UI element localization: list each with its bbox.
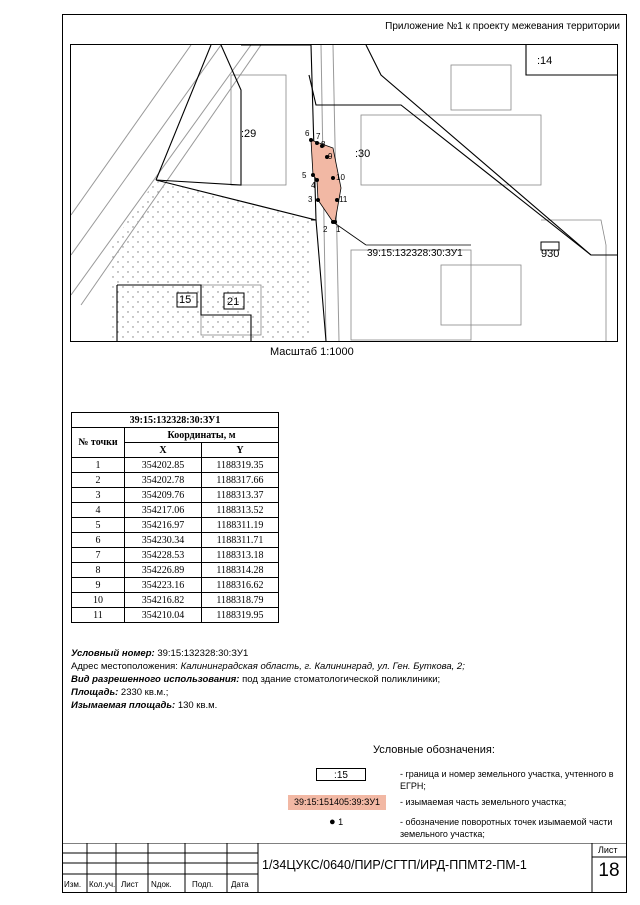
point-label: 11 xyxy=(339,195,348,204)
point-cell: 9 xyxy=(72,578,125,593)
parcel-label-15: 15 xyxy=(179,294,192,306)
point-label: 6 xyxy=(305,129,310,138)
sheet-number: 18 xyxy=(598,860,620,881)
y-cell: 1188314.28 xyxy=(202,563,279,578)
coordinates-body xyxy=(72,458,279,623)
addr-value: Калининградская область, г. Калининград, ул. Ген. Буткова, 2; xyxy=(180,661,465,672)
stamp-header-data: Дата xyxy=(231,880,249,889)
col-y-header: Y xyxy=(202,443,279,458)
parcel-label-21: 21 xyxy=(227,296,240,308)
stamp-header-list: Лист xyxy=(121,880,139,889)
stamp-header-ndok: Nдок. xyxy=(151,880,172,889)
stamp-header-kolvo: Кол.уч. xyxy=(89,880,116,889)
stamp-header-izm: Изм. xyxy=(64,880,82,889)
table-row xyxy=(72,488,279,503)
col-point-header: № точки xyxy=(72,428,125,458)
table-row xyxy=(72,518,279,533)
table-title: 39:15:132328:30:ЗУ1 xyxy=(72,413,279,428)
parcel-label-930: 930 xyxy=(541,248,560,260)
map-drawing xyxy=(71,45,617,341)
point-cell: 5 xyxy=(72,518,125,533)
x-cell: 354226.89 xyxy=(125,563,202,578)
legend-parcel-desc: - граница и номер земельного участка, учтенного в ЕГРН; xyxy=(400,769,614,791)
point-cell: 2 xyxy=(72,473,125,488)
point-label: 3 xyxy=(308,195,313,204)
table-row xyxy=(72,533,279,548)
addr-label: Адрес местоположения: xyxy=(71,661,178,672)
x-cell: 354209.76 xyxy=(125,488,202,503)
col-x-header: X xyxy=(125,443,202,458)
point-cell: 4 xyxy=(72,503,125,518)
x-cell: 354202.78 xyxy=(125,473,202,488)
y-cell: 1188316.62 xyxy=(202,578,279,593)
legend-point: ● 1 xyxy=(329,816,344,828)
x-cell: 354210.04 xyxy=(125,608,202,623)
x-cell: 354228.53 xyxy=(125,548,202,563)
taken-label: Изымаемая площадь: xyxy=(71,700,176,711)
point-cell: 11 xyxy=(72,608,125,623)
legend-taken-swatch: 39:15:151405:39:ЗУ1 xyxy=(288,795,386,810)
legend-point-label: 1 xyxy=(338,817,344,827)
y-cell: 1188313.18 xyxy=(202,548,279,563)
table-row xyxy=(72,473,279,488)
sheet-label: Лист xyxy=(598,845,618,855)
table-row xyxy=(72,503,279,518)
point-cell: 1 xyxy=(72,458,125,473)
table-row xyxy=(72,608,279,623)
use-label: Вид разрешенного использования: xyxy=(71,674,240,685)
table-row xyxy=(72,458,279,473)
table-row xyxy=(72,563,279,578)
y-cell: 1188318.79 xyxy=(202,593,279,608)
appendix-title: Приложение №1 к проекту межевания территории xyxy=(385,21,620,32)
point-label: 7 xyxy=(316,132,321,141)
use-value: под здание стоматологической поликлиники; xyxy=(242,674,441,685)
col-coords-header: Координаты, м xyxy=(125,428,279,443)
stamp-header-podp: Подп. xyxy=(192,880,214,889)
area-value: 2330 кв.м.; xyxy=(120,687,169,698)
legend-title: Условные обозначения: xyxy=(373,744,495,756)
point-label: 5 xyxy=(302,171,307,180)
y-cell: 1188319.95 xyxy=(202,608,279,623)
point-label: 1 xyxy=(336,225,341,234)
parcel-info xyxy=(71,647,611,712)
cadastral-map xyxy=(70,44,618,342)
table-row xyxy=(72,578,279,593)
y-cell: 1188317.66 xyxy=(202,473,279,488)
y-cell: 1188313.37 xyxy=(202,488,279,503)
point-label: 2 xyxy=(323,225,328,234)
legend-parcel-box: :15 xyxy=(316,768,366,781)
x-cell: 354216.82 xyxy=(125,593,202,608)
taken-value: 130 кв.м. xyxy=(177,700,218,711)
x-cell: 354216.97 xyxy=(125,518,202,533)
point-label: 8 xyxy=(321,140,326,149)
point-cell: 6 xyxy=(72,533,125,548)
num-value: 39:15:132328:30:ЗУ1 xyxy=(157,648,249,659)
y-cell: 1188319.35 xyxy=(202,458,279,473)
y-cell: 1188311.71 xyxy=(202,533,279,548)
y-cell: 1188311.19 xyxy=(202,518,279,533)
x-cell: 354202.85 xyxy=(125,458,202,473)
point-cell: 8 xyxy=(72,563,125,578)
table-row xyxy=(72,548,279,563)
point-label: 9 xyxy=(328,152,333,161)
document-number: 1/34ЦУКС/0640/ПИР/СГТП/ИРД-ППМТ2-ПМ-1 xyxy=(262,858,527,872)
x-cell: 354217.06 xyxy=(125,503,202,518)
y-cell: 1188313.52 xyxy=(202,503,279,518)
parcel-label-29: :29 xyxy=(241,128,257,140)
num-label: Условный номер: xyxy=(71,648,155,659)
coordinates-table xyxy=(71,412,279,623)
x-cell: 354223.16 xyxy=(125,578,202,593)
area-label: Площадь: xyxy=(71,687,119,698)
point-cell: 7 xyxy=(72,548,125,563)
callout-label: 39:15:132328:30:ЗУ1 xyxy=(367,248,463,259)
legend-point-desc: - обозначение поворотных точек изымаемой части земельного участка; xyxy=(400,817,613,839)
parcel-label-14: :14 xyxy=(537,55,553,67)
parcel-label-30: :30 xyxy=(355,148,371,160)
x-cell: 354230.34 xyxy=(125,533,202,548)
table-row xyxy=(72,593,279,608)
point-label: 4 xyxy=(311,181,316,190)
point-cell: 10 xyxy=(72,593,125,608)
map-scale: Масштаб 1:1000 xyxy=(270,346,354,358)
legend-taken-desc: - изымаемая часть земельного участка; xyxy=(400,797,567,807)
point-label: 10 xyxy=(336,173,345,182)
point-cell: 3 xyxy=(72,488,125,503)
